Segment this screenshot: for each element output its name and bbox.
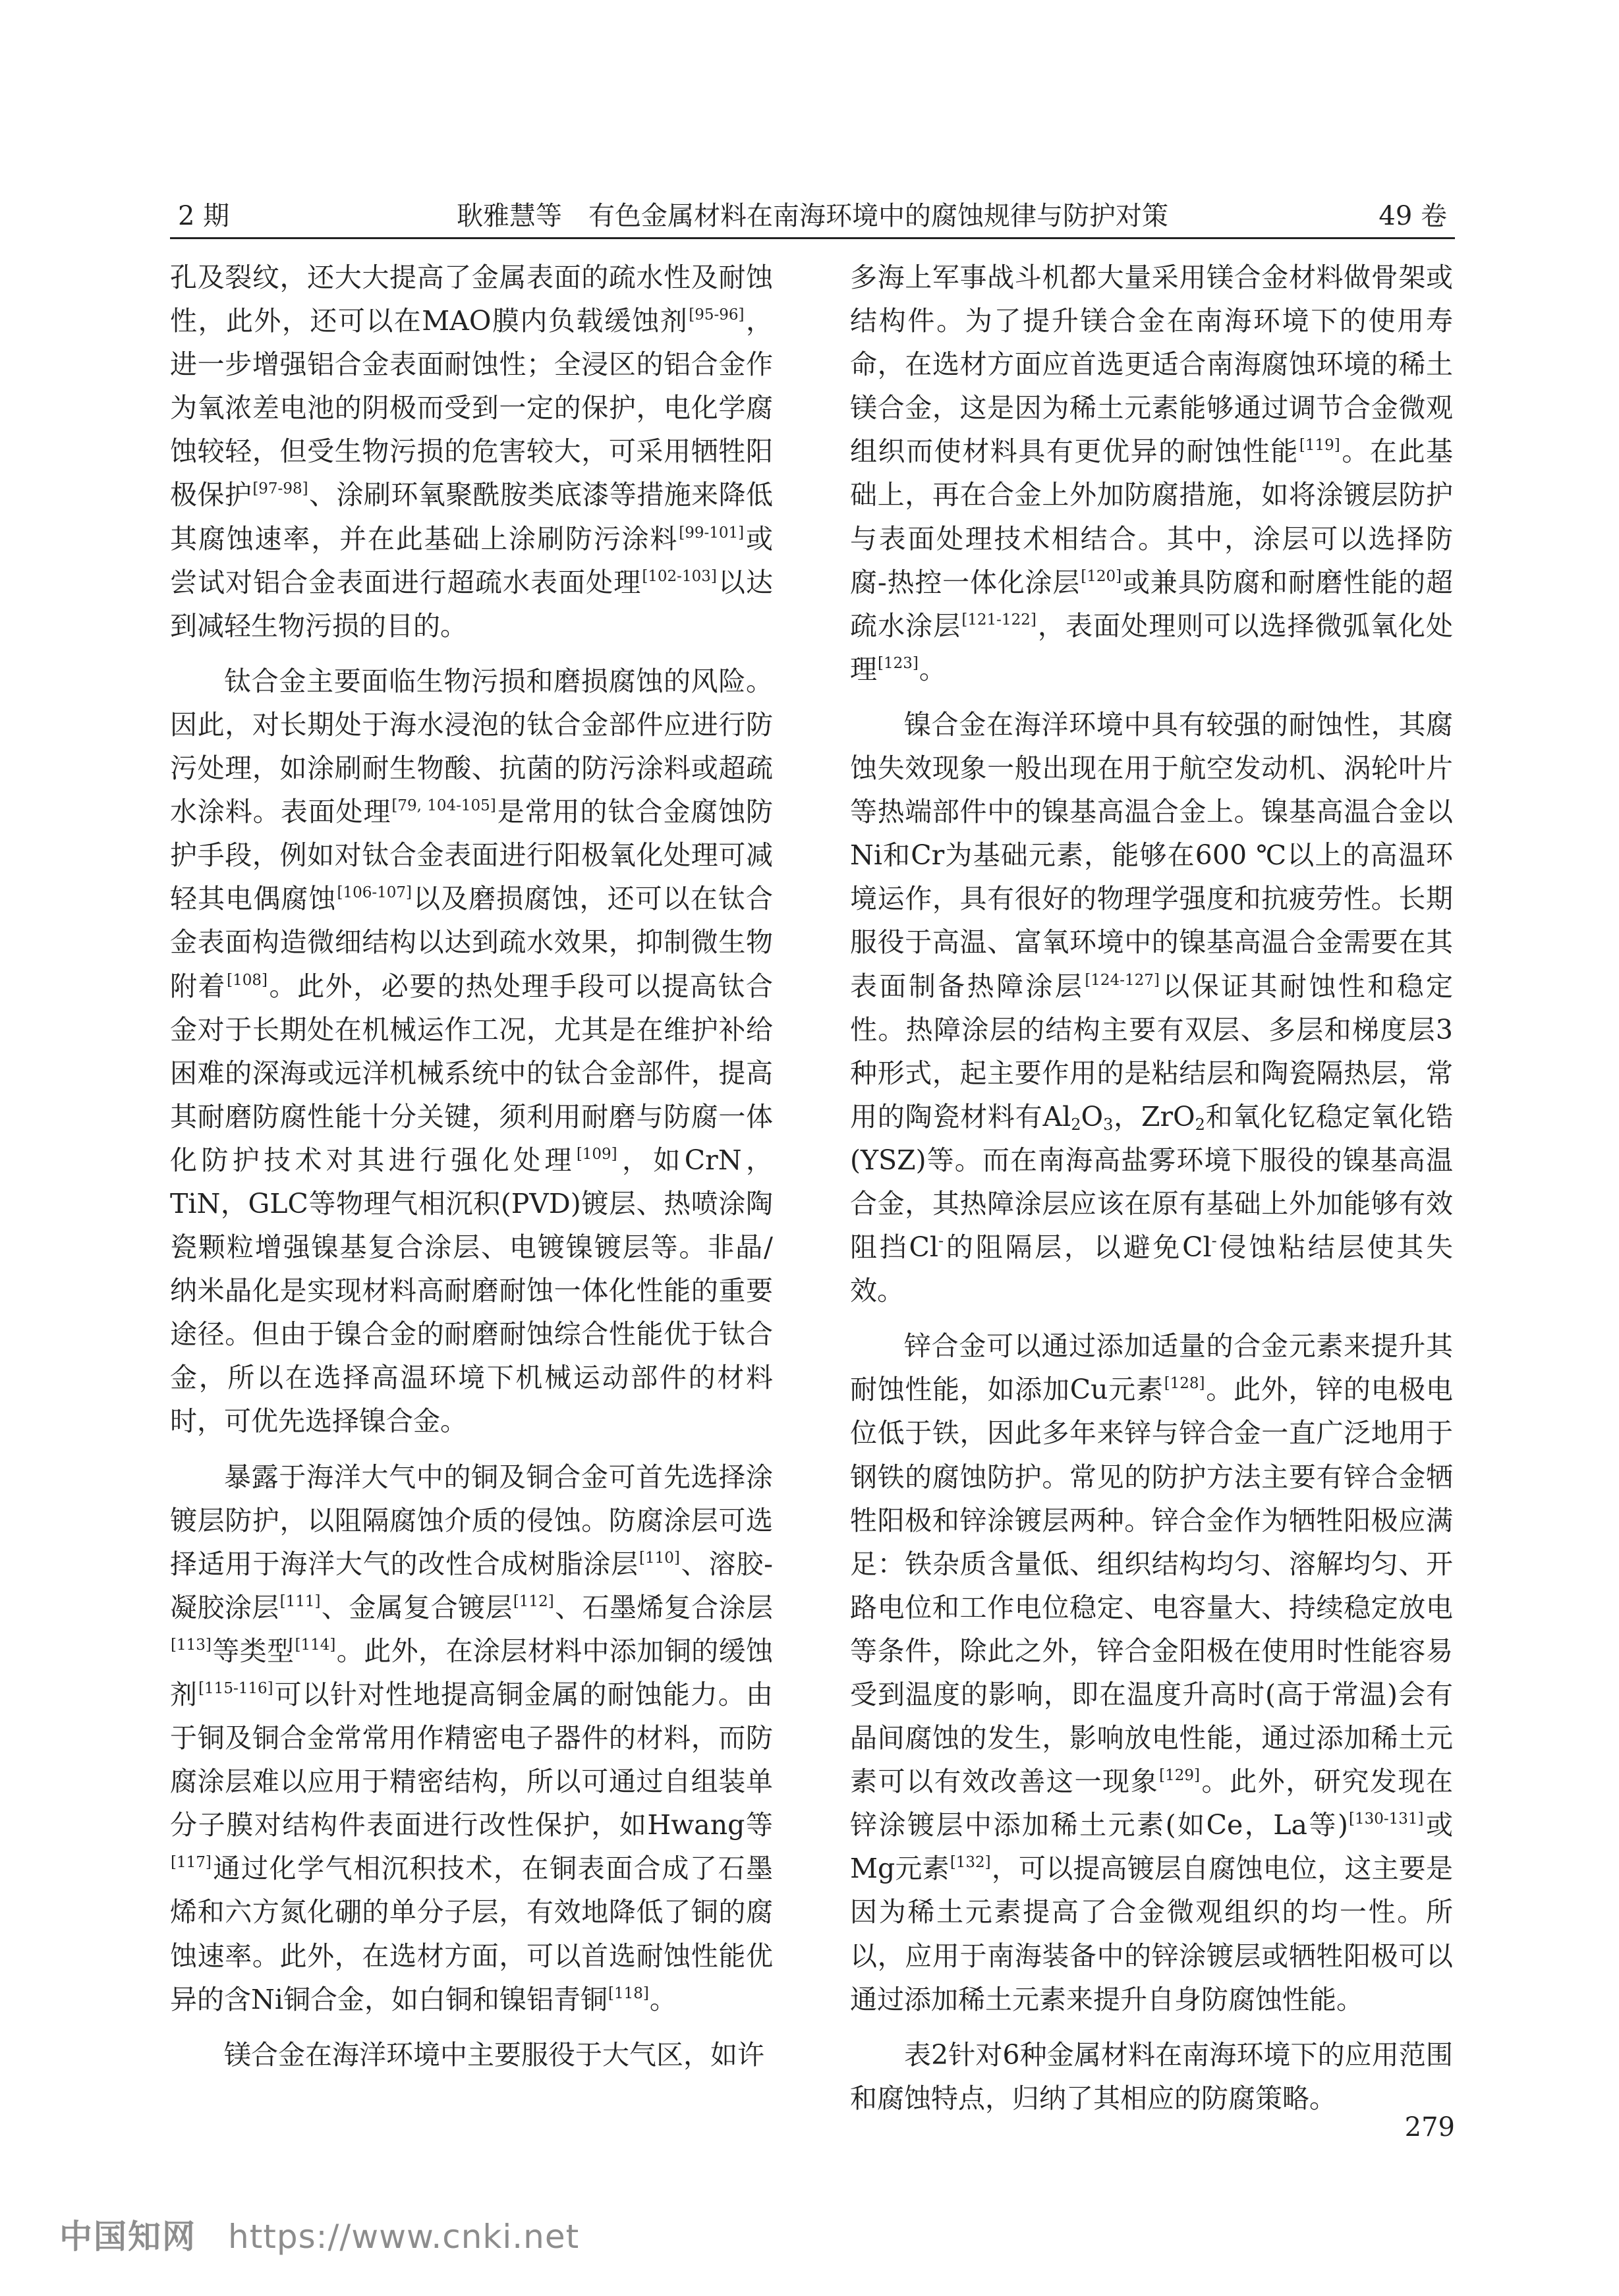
text-run: 、涂刷环氧聚酰胺类底漆等措施来降低其腐蚀速率，并在此基础上涂刷防污涂料 [170, 479, 773, 555]
text-run: 以保证其耐蚀性和稳定性。热障涂层的结构主要有双层、多层和梯度层3种形式，起主要作用的是粘结层和陶瓷隔热层，常用的陶瓷材料有Al [850, 970, 1453, 1133]
cnki-logo: 中国知网 [59, 2218, 196, 2256]
text-run: ，ZrO [1113, 1100, 1195, 1133]
watermark-footer [59, 2210, 579, 2256]
text-run: ，可以提高镀层自腐蚀电位，这主要是因为稀土元素提高了合金微观组织的均一性。所以，应用于南海装备中的锌涂镀层或牺牲阳极可以通过添加稀土元素来提升自身防腐蚀性能。 [850, 1853, 1453, 2015]
text-run: 或兼具防腐和耐磨性能的超疏水涂层 [850, 566, 1453, 642]
citation-ref: [114] [295, 1636, 336, 1654]
text-run: 、石墨烯复合涂层 [554, 1591, 773, 1623]
citation-ref: [129] [1159, 1767, 1200, 1785]
citation-ref: [108] [227, 971, 268, 989]
superscript: - [1211, 1231, 1217, 1250]
citation-ref: [113] [171, 1636, 212, 1654]
text-run: 锌合金可以通过添加适量的合金元素来提升其耐蚀性能，如添加Cu元素 [850, 1330, 1453, 1406]
text-run: 和氧化钇稳定氧化锆(YSZ)等。而在南海高盐雾环境下服役的镍基高温合金，其热障涂层应该在原有基础上外加能够有效阻挡Cl [850, 1100, 1453, 1264]
citation-ref: [109] [576, 1145, 617, 1163]
text-run: 、金属复合镀层 [321, 1591, 513, 1623]
text-run: 表2针对6种金属材料在南海环境下的应用范围和腐蚀特点，归纳了其相应的防腐策略。 [850, 2038, 1453, 2114]
header-divider [170, 237, 1455, 239]
citation-ref: [119] [1299, 437, 1340, 455]
text-run: 孔及裂纹，还大大提高了金属表面的疏水性及耐蚀性，此外，还可以在MAO膜内负载缓蚀剂 [170, 262, 773, 337]
issue-number: 2 期 [178, 201, 230, 231]
text-run: 。 [919, 653, 946, 685]
citation-ref: [110] [639, 1549, 680, 1567]
text-run: 或尝试对铝合金表面进行超疏水表面处理 [170, 522, 773, 598]
paragraph [170, 1455, 773, 2021]
citation-ref: [130-131] [1348, 1810, 1424, 1828]
paragraph [850, 256, 1453, 691]
citation-ref: [121-122] [961, 611, 1037, 629]
text-run: 镍合金在海洋环境中具有较强的耐蚀性，其腐蚀失效现象一般出现在用于航空发动机、涡轮叶片等热端部件中的镍基高温合金上。镍基高温合金以Ni和Cr为基础元素，能够在600 ℃以上的高温环境运作，具有很好的物理学强度和抗疲劳性。长期服役于高温、富氧环境中的镍基高温合金需要在其表面制备热障涂层 [850, 708, 1453, 1002]
cnki-url[interactable]: https://www.cnki.net [228, 2218, 580, 2256]
citation-ref: [95-96] [689, 306, 745, 324]
text-run: 多海上军事战斗机都大量采用镁合金材料做骨架或结构件。为了提升镁合金在南海环境下的使用寿命，在选材方面应首选更适合南海腐蚀环境的稀土镁合金，这是因为稀土元素能够通过调节合金微观组织而使材料具有更优异的耐蚀性能 [850, 262, 1453, 468]
text-run: 以及磨损腐蚀，还可以在钛合金表面构造微细结构以达到疏水效果，抑制微生物附着 [170, 883, 773, 1002]
citation-ref: [117] [171, 1854, 212, 1872]
text-run: 。在此基础上，再在合金上外加防腐措施，如将涂镀层防护与表面处理技术相结合。其中，涂层可以选择防腐-热控一体化涂层 [850, 435, 1453, 598]
paragraph [170, 659, 773, 1443]
text-run: 可以针对性地提高铜金属的耐蚀能力。由于铜及铜合金常常用作精密电子器件的材料，而防腐涂层难以应用于精密结构，所以可通过自组装单分子膜对结构件表面进行改性保护，如Hwang等 [170, 1679, 773, 1841]
paragraph [850, 2033, 1453, 2120]
text-run: 。此外，研究发现在锌涂镀层中添加稀土元素(如Ce，La等) [850, 1766, 1453, 1841]
citation-ref: [102-103] [642, 567, 717, 585]
citation-ref: [128] [1164, 1375, 1205, 1393]
superscript: - [938, 1231, 944, 1250]
text-run: 钛合金主要面临生物污损和磨损腐蚀的风险。因此，对长期处于海水浸泡的钛合金部件应进行防污处理，如涂刷耐生物酸、抗菌的防污涂料或超疏水涂料。表面处理 [170, 665, 773, 828]
subscript: 3 [1103, 1115, 1114, 1134]
citation-ref: [97-98] [252, 480, 308, 498]
paragraph [170, 2033, 773, 2077]
page-number: 279 [1404, 2112, 1455, 2142]
citation-ref: [111] [279, 1592, 321, 1610]
citation-ref: [123] [878, 654, 919, 672]
text-run: 。此外，锌的电极电位低于铁，因此多年来锌与锌合金一直广泛地用于钢铁的腐蚀防护。常见的防护方法主要有锌合金牺牲阳极和锌涂镀层两种。锌合金作为牺牲阳极应满足：铁杂质含量低、组织结构均匀、溶解均匀、开路电位和工作电位稳定、电容量大、持续稳定放电等条件，除此之外，锌合金阳极在使用时性能容易受到温度的影响，即在温度升高时(高于常温)会有晶间腐蚀的发生，影响放电性能，通过添加稀土元素可以有效改善这一现象 [850, 1374, 1453, 1798]
text-run: 以达到减轻生物污损的目的。 [170, 566, 773, 642]
text-run: 。 [649, 1983, 677, 2015]
citation-ref: [112] [513, 1592, 554, 1610]
running-header [170, 196, 1455, 236]
paragraph [850, 1324, 1453, 2021]
citation-ref: [120] [1081, 567, 1122, 585]
right-text-column [850, 256, 1453, 2133]
citation-ref: [118] [608, 1984, 649, 2002]
text-run: ，如CrN，TiN，GLC等物理气相沉积(PVD)镀层、热喷涂陶瓷颗粒增强镍基复合涂层、电镀镍镀层等。非晶/纳米晶化是实现材料高耐磨耐蚀一体化性能的重要途径。但由于镍合金的耐磨耐蚀综合性能优于钛合金，所以在选择高温环境下机械运动部件的材料时，可优先选择镍合金。 [170, 1144, 773, 1438]
citation-ref: [106-107] [337, 884, 412, 902]
citation-ref: [115-116] [198, 1680, 273, 1697]
citation-ref: [124-127] [1085, 971, 1160, 989]
text-run: ，进一步增强铝合金表面耐蚀性；全浸区的铝合金作为氧浓差电池的阴极而受到一定的保护，电化学腐蚀较轻，但受生物污损的危害较大，可采用牺牲阳极保护 [170, 305, 773, 511]
text-run: 暴露于海洋大气中的铜及铜合金可首先选择涂镀层防护，以阻隔腐蚀介质的侵蚀。防腐涂层可选择适用于海洋大气的改性合成树脂涂层 [170, 1461, 773, 1580]
text-run: 、溶胶-凝胶涂层 [170, 1548, 773, 1623]
text-run: 侵蚀粘结层使其失效。 [850, 1231, 1453, 1307]
paragraph [850, 703, 1453, 1312]
citation-ref: [99-101] [679, 524, 745, 542]
left-text-column [170, 256, 773, 2133]
volume-number: 49 卷 [1378, 201, 1447, 231]
subscript: 2 [1071, 1115, 1081, 1134]
subscript: 2 [1195, 1115, 1205, 1134]
text-run: 的阻隔层，以避免Cl [944, 1231, 1212, 1264]
text-run: 。此外，在涂层材料中添加铜的缓蚀剂 [170, 1635, 773, 1710]
text-run: 是常用的钛合金腐蚀防护手段，例如对钛合金表面进行阳极氧化处理可减轻其电偶腐蚀 [170, 796, 773, 915]
text-run: 或Mg元素 [850, 1809, 1453, 1885]
text-run: ，表面处理则可以选择微弧氧化处理 [850, 609, 1453, 685]
text-run: 。此外，必要的热处理手段可以提高钛合金对于长期处在机械运作工况，尤其是在维护补给困难的深海或远洋机械系统中的钛合金部件，提高其耐磨防腐性能十分关键，须利用耐磨与防腐一体化防护技术对其进行强化处理 [170, 970, 773, 1176]
text-run: 镁合金在海洋环境中主要服役于大气区，如许 [224, 2038, 764, 2071]
text-run: 等类型 [212, 1635, 295, 1667]
text-run: 通过化学气相沉积技术，在铜表面合成了石墨烯和六方氮化硼的单分子层，有效地降低了铜的腐蚀速率。此外，在选材方面，可以首选耐蚀性能优异的含Ni铜合金，如白铜和镍铝青铜 [170, 1853, 773, 2015]
citation-ref: [132] [950, 1854, 991, 1872]
citation-ref: [79, 104-105] [391, 797, 496, 815]
article-title: 耿雅慧等 有色金属材料在南海环境中的腐蚀规律与防护对策 [457, 201, 1168, 231]
text-run: O [1081, 1100, 1104, 1133]
paragraph [170, 256, 773, 648]
